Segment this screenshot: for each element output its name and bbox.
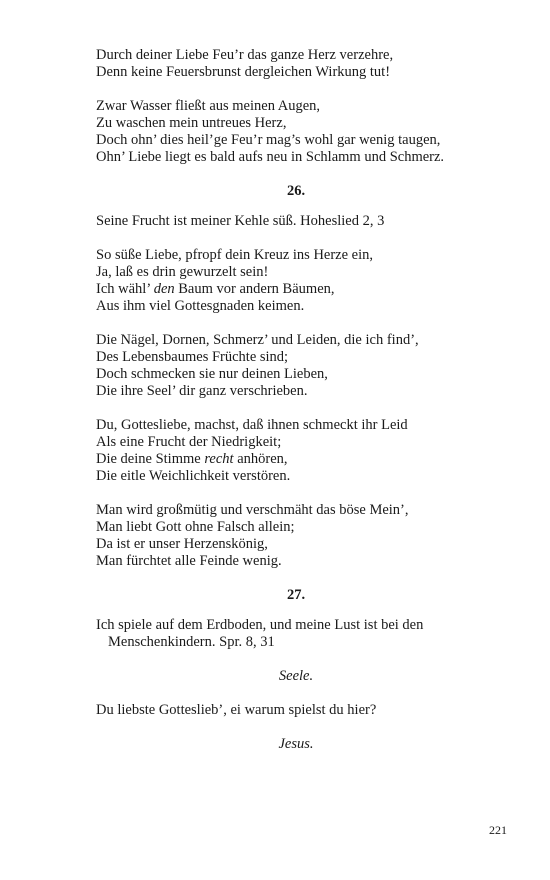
verse-line: Du liebste Gotteslieb’, ei warum spielst du hier? [96, 702, 377, 718]
verse-line: Des Lebensbaumes Früchte sind; [96, 349, 289, 365]
speaker-label: Seele. [278, 668, 314, 684]
verse-text: Baum vor andern Bäumen, [174, 281, 335, 297]
verse-line: Doch schmecken sie nur deinen Lieben, [96, 366, 328, 382]
section-number-26: 26. [286, 183, 306, 199]
verse-line: Durch deiner Liebe Feu’r das ganze Herz verzehre, [96, 47, 394, 63]
verse-line: Aus ihm viel Gottesgnaden keimen. [96, 298, 305, 314]
motto [96, 213, 496, 230]
verse-line: Du, Gottesliebe, machst, daß ihnen schmeckt ihr Leid [96, 417, 408, 433]
stanza [96, 417, 496, 485]
verse-line: Denn keine Feuersbrunst dergleichen Wirkung tut! [96, 64, 391, 80]
speaker-label: Jesus. [278, 736, 314, 752]
verse-line: So süße Liebe, pfropf dein Kreuz ins Herze ein, [96, 247, 374, 263]
verse-line: Ja, laß es drin gewurzelt sein! [96, 264, 269, 280]
motto [96, 617, 496, 651]
verse-line: Als eine Frucht der Niedrigkeit; [96, 434, 282, 450]
stanza [96, 47, 496, 81]
verse-line [96, 281, 496, 298]
stanza [96, 332, 496, 400]
verse-line: Man liebt Gott ohne Falsch allein; [96, 519, 295, 535]
verse-line: Ohn’ Liebe liegt es bald aufs neu in Schlamm und Schmerz. [96, 149, 445, 165]
motto-line: Ich spiele auf dem Erdboden, und meine Lust ist bei den [96, 617, 424, 633]
verse-text: Ich wähl’ [96, 281, 154, 297]
stanza [96, 502, 496, 570]
verse-line: Man fürchtet alle Feinde wenig. [96, 553, 282, 569]
motto-line: Menschenkindern. Spr. 8, 31 [108, 634, 275, 650]
emphasis: den [153, 281, 175, 297]
verse-line: Die ihre Seel’ dir ganz verschrieben. [96, 383, 308, 399]
page-number: 221 [489, 823, 507, 837]
emphasis: recht [204, 451, 234, 467]
verse-line: Da ist er unser Herzenskönig, [96, 536, 268, 552]
verse-text: anhören, [233, 451, 288, 467]
motto-line: Seine Frucht ist meiner Kehle süß. Hoheslied 2, 3 [96, 213, 385, 229]
verse-line: Man wird großmütig und verschmäht das böse Mein’, [96, 502, 409, 518]
verse-line: Zwar Wasser fließt aus meinen Augen, [96, 98, 321, 114]
stanza [96, 702, 496, 719]
verse-line: Die eitle Weichlichkeit verstören. [96, 468, 291, 484]
verse-line: Die Nägel, Dornen, Schmerz’ und Leiden, die ich find’, [96, 332, 419, 348]
verse-line [96, 451, 496, 468]
page-body [96, 47, 496, 770]
stanza [96, 247, 496, 315]
section-number-27: 27. [286, 587, 306, 603]
verse-line: Doch ohn’ dies heil’ge Feu’r mag’s wohl gar wenig taugen, [96, 132, 441, 148]
verse-line: Zu waschen mein untreues Herz, [96, 115, 287, 131]
verse-text: Die deine Stimme [96, 451, 205, 467]
stanza [96, 98, 496, 166]
